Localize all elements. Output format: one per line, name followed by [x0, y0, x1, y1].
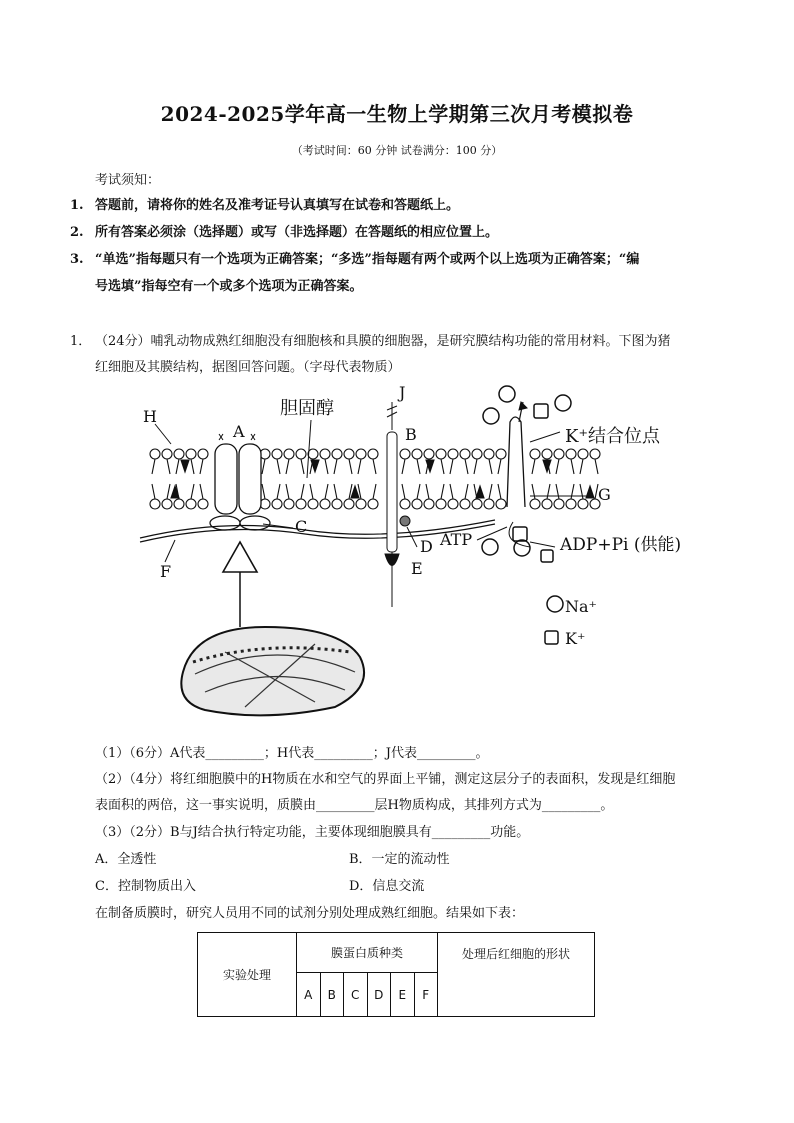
question-stem-line2: 红细胞及其膜结构，据图回答问题。（字母代表物质） [95, 360, 401, 375]
sub-question-3: （3）（2分）B与J结合执行特定功能，主要体现细胞膜具有_________功能。 [95, 825, 530, 840]
label-cholesterol: 胆固醇 [280, 398, 334, 419]
notice-rule-3: 3. “单选”指每题只有一个选项为正确答案；“多选”指每题有两个或两个以上选项为正确答案；“编 [70, 252, 640, 267]
notice-rule-2: 2. 所有答案必须涂（选择题）或写（非选择题）在答题纸的相应位置上。 [70, 225, 499, 240]
notice-rule-3-cont: 号选填”指每空有一个或多个选项为正确答案。 [95, 279, 363, 294]
sub-question-2-line1: （2）（4分）将红细胞膜中的H物质在水和空气的界面上平铺，测定这层分子的表面积，发现是红细胞 [95, 772, 676, 787]
label-k-site: K⁺结合位点 [565, 426, 660, 447]
legend-k: K⁺ [565, 629, 586, 648]
label-c: C [295, 517, 308, 536]
header-cell-shape: 处理后红细胞的形状 [438, 933, 595, 1017]
label-atp: ATP [440, 530, 473, 549]
notice-heading: 考试须知： [95, 173, 161, 188]
label-e: E [411, 559, 423, 578]
label-b: B [405, 425, 417, 444]
label-a: A [233, 422, 245, 441]
label-adp: ADP+Pi (供能) [560, 535, 682, 555]
protein-col-f: F [414, 973, 438, 1017]
protein-col-c: C [344, 973, 368, 1017]
option-a[interactable]: A．全透性 [95, 852, 157, 867]
label-g: G [598, 485, 611, 504]
label-d: D [420, 537, 433, 556]
notice-rule-1: 1. 答题前，请将你的姓名及准考证号认真填写在试卷和答题纸上。 [70, 198, 460, 213]
exam-info: （考试时间：60 分钟 试卷满分：100 分） [291, 144, 503, 157]
option-b[interactable]: B．一定的流动性 [349, 852, 450, 867]
table-intro: 在制备质膜时，研究人员用不同的试剂分别处理成熟红细胞。结果如下表： [95, 906, 525, 921]
option-d[interactable]: D．信息交流 [349, 879, 425, 894]
results-table [197, 932, 595, 1017]
question-number: 1． [70, 334, 92, 349]
header-proteins: 膜蛋白质种类 [297, 933, 438, 973]
ion-particles [482, 386, 571, 644]
option-c[interactable]: C．控制物质出入 [95, 879, 196, 894]
membrane-diagram [135, 382, 695, 732]
protein-col-a: A [297, 973, 321, 1017]
protein-col-b: B [320, 973, 344, 1017]
label-f: F [160, 562, 172, 581]
legend-na: Na⁺ [565, 597, 597, 616]
sub-question-1: （1）（6分）A代表_________；H代表_________；J代表_________。 [95, 746, 489, 761]
protein-col-d: D [367, 973, 391, 1017]
na-k-pump [507, 402, 530, 547]
label-h: H [143, 407, 157, 426]
page-title: 2024-2025学年高一生物上学期第三次月考模拟卷 [160, 102, 634, 126]
question-stem-line1: （24分）哺乳动物成熟红细胞没有细胞核和具膜的细胞器，是研究膜结构功能的常用材料。下图为猪 [95, 334, 671, 349]
sub-question-2-line2: 表面积的两倍，这一事实说明，质膜由_________层H物质构成，其排列方式为_________。 [95, 798, 614, 813]
label-j: J [399, 383, 406, 402]
protein-col-e: E [391, 973, 415, 1017]
protein-a [210, 434, 270, 530]
red-blood-cell-illustration [181, 627, 364, 715]
header-treatment: 实验处理 [198, 933, 297, 1017]
